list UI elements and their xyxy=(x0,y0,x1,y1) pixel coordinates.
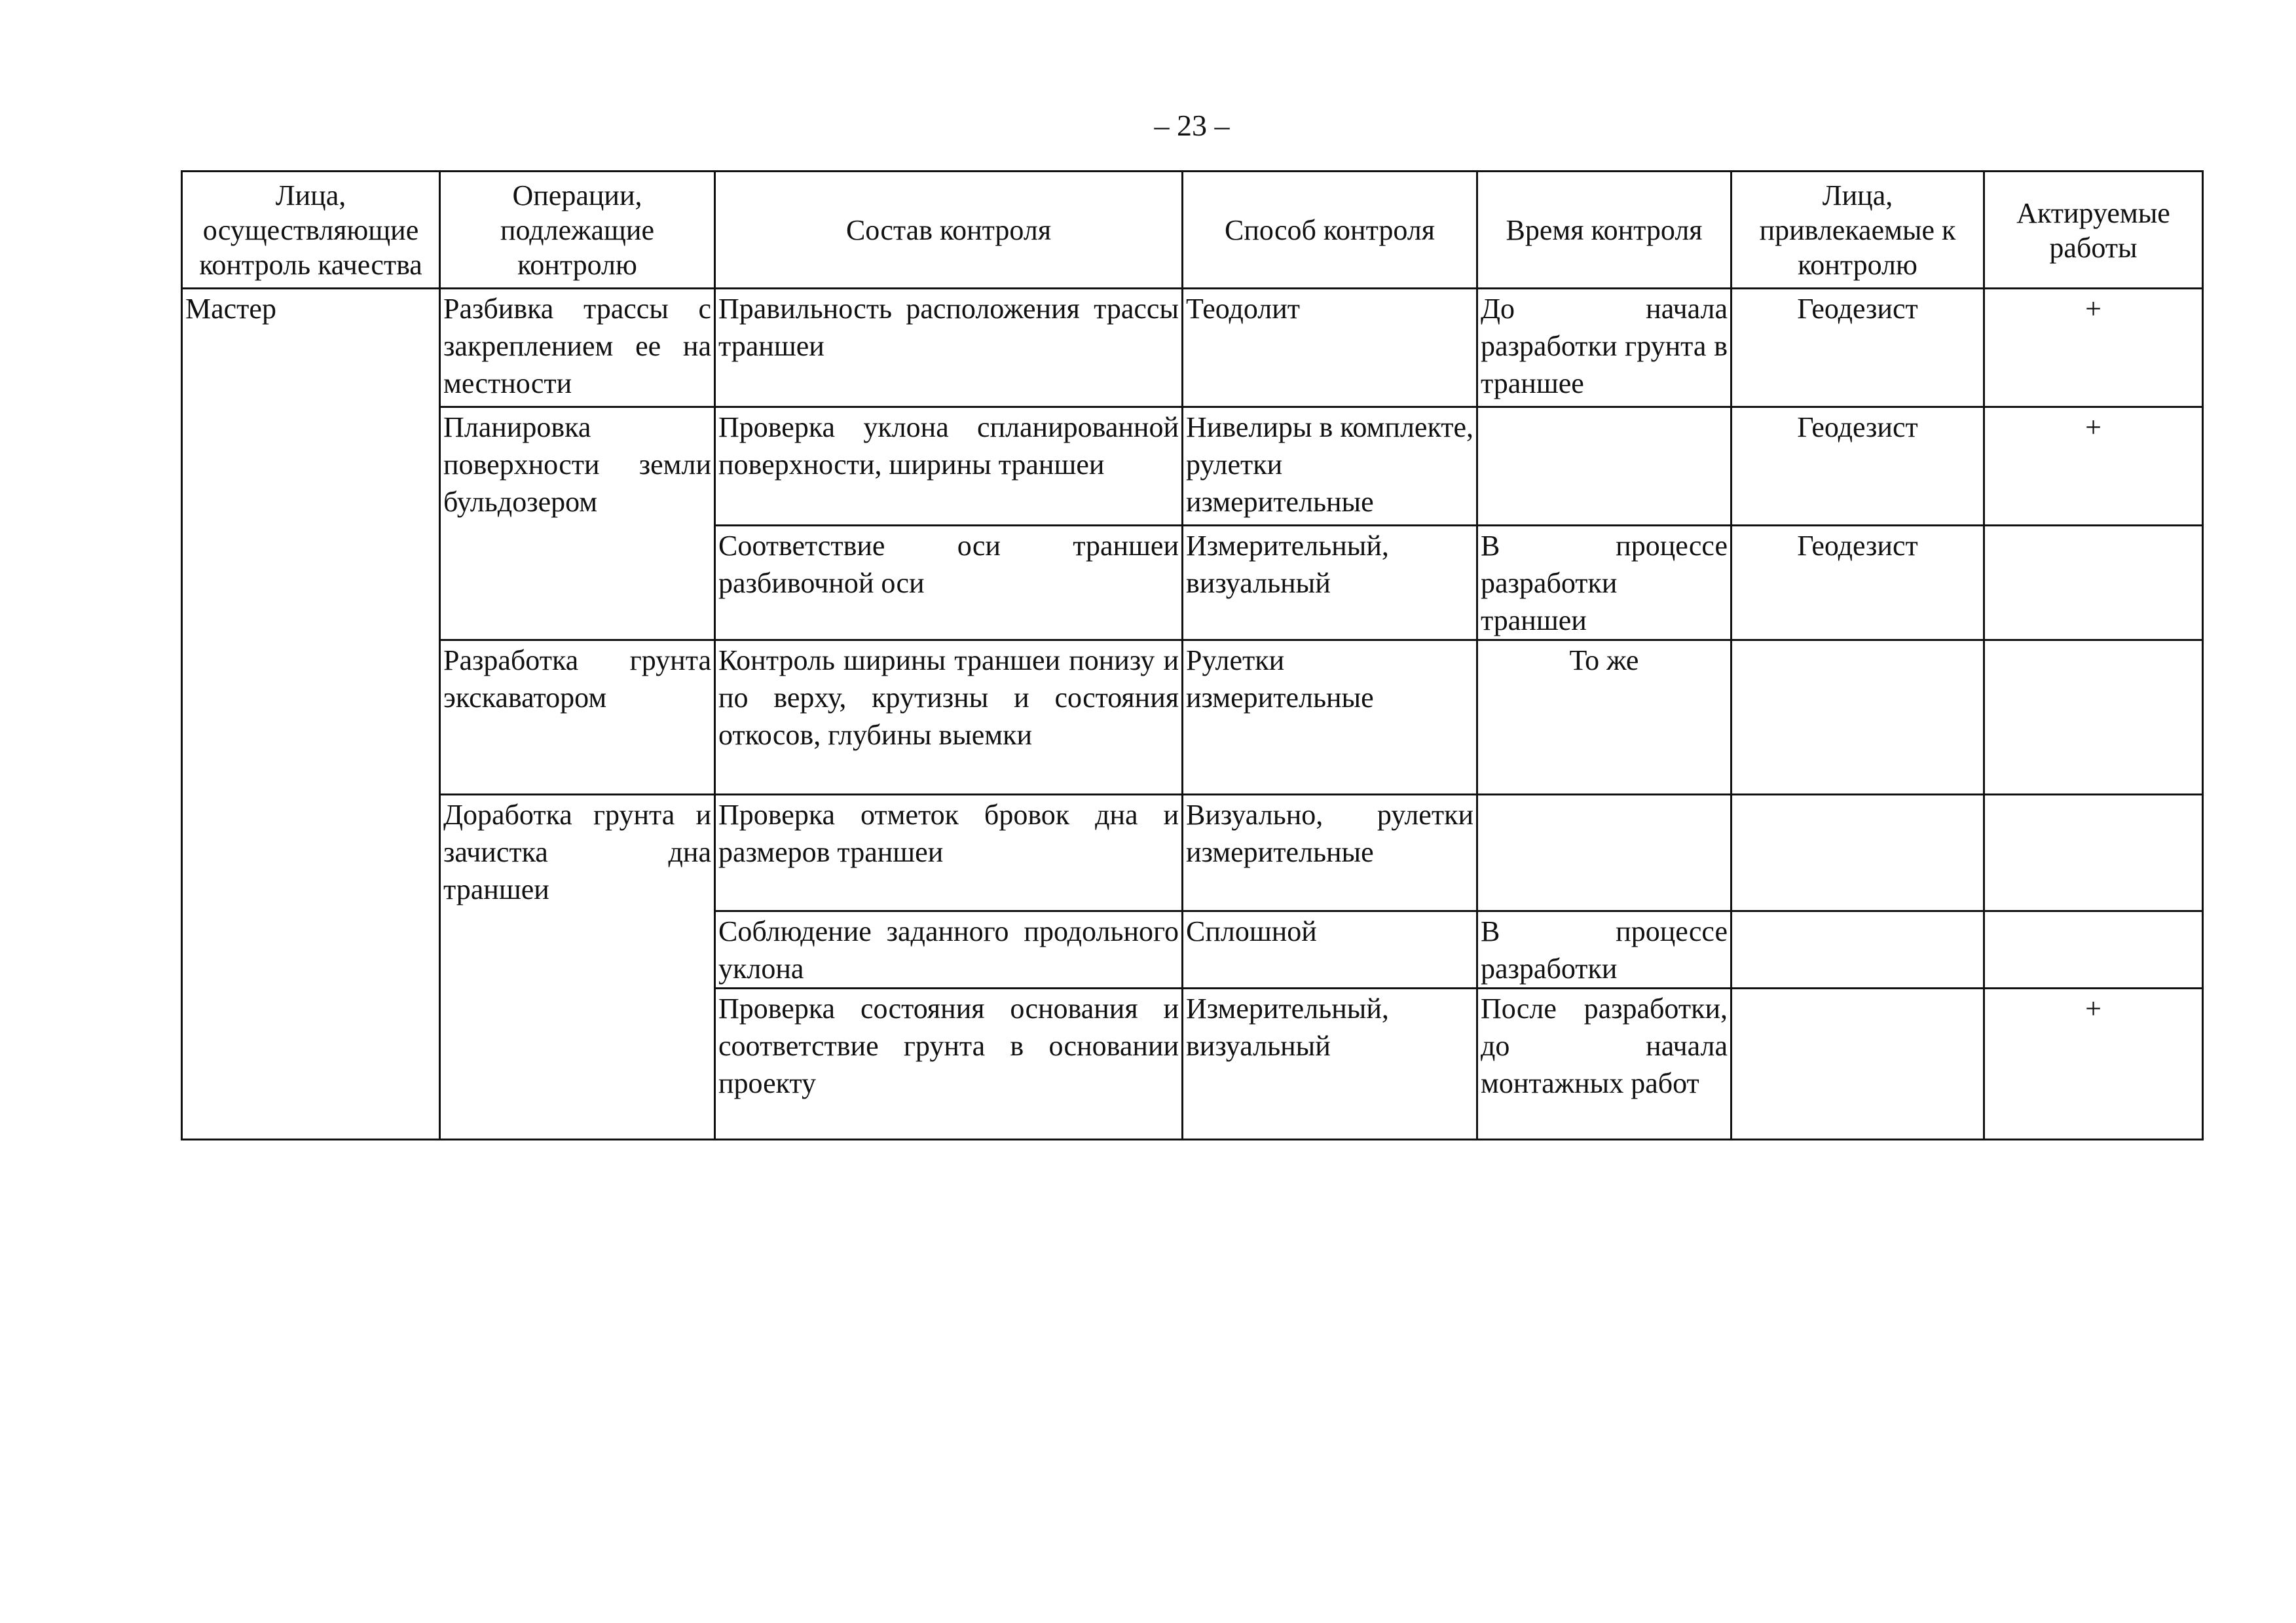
cell-operation: Разработка грунта экскаватором xyxy=(440,640,715,795)
cell-composition: Проверка отметок бровок дна и размеров траншеи xyxy=(715,795,1183,911)
cell-acted xyxy=(1984,911,2203,989)
cell-composition: Правильность расположения трассы траншеи xyxy=(715,289,1183,407)
cell-composition: Соответствие оси траншеи разбивочной оси xyxy=(715,526,1183,640)
table-row xyxy=(182,407,2203,526)
cell-acted: + xyxy=(1984,989,2203,1140)
cell-method: Теодолит xyxy=(1183,289,1477,407)
cell-acted: + xyxy=(1984,407,2203,526)
cell-persons xyxy=(1731,989,1984,1140)
cell-method: Рулетки измерительные xyxy=(1183,640,1477,795)
cell-method: Измерительный, визуальный xyxy=(1183,989,1477,1140)
cell-method: Сплошной xyxy=(1183,911,1477,989)
header-control-composition: Состав контроля xyxy=(715,172,1183,289)
cell-acted xyxy=(1984,640,2203,795)
cell-persons: Геодезист xyxy=(1731,289,1984,407)
cell-composition: Контроль ширины траншеи понизу и по верху, крутизны и состояния откосов, глубины выемки xyxy=(715,640,1183,795)
header-operations: Операции, подлежащие контролю xyxy=(440,172,715,289)
header-responsible-persons: Лица, осуществляющие контроль качества xyxy=(182,172,440,289)
cell-composition: Проверка уклона спланированной поверхности, ширины траншеи xyxy=(715,407,1183,526)
cell-persons xyxy=(1731,911,1984,989)
cell-operation: Разбивка трассы с закреплением ее на местности xyxy=(440,289,715,407)
cell-composition: Проверка состояния основания и соответствие грунта в основании проекту xyxy=(715,989,1183,1140)
table-row xyxy=(182,289,2203,407)
cell-persons xyxy=(1731,640,1984,795)
cell-operation: Доработка грунта и зачистка дна траншеи xyxy=(440,795,715,1140)
quality-control-table xyxy=(181,170,2204,1140)
cell-persons xyxy=(1731,795,1984,911)
table-row xyxy=(182,640,2203,795)
cell-time: В процессе разработки xyxy=(1477,911,1731,989)
cell-time: В процессе разработки траншеи xyxy=(1477,526,1731,640)
cell-method: Визуально, рулетки измерительные xyxy=(1183,795,1477,911)
cell-method: Нивелиры в комплекте, рулетки измерительные xyxy=(1183,407,1477,526)
cell-time: До начала разработки грунта в траншее xyxy=(1477,289,1731,407)
cell-acted: + xyxy=(1984,289,2203,407)
header-control-time: Время контроля xyxy=(1477,172,1731,289)
cell-time xyxy=(1477,795,1731,911)
cell-acted xyxy=(1984,795,2203,911)
cell-persons: Геодезист xyxy=(1731,526,1984,640)
table-header-row xyxy=(182,172,2203,289)
cell-master: Мастер xyxy=(182,289,440,1140)
cell-acted xyxy=(1984,526,2203,640)
table-row xyxy=(182,795,2203,911)
header-acted-works: Актируемые работы xyxy=(1984,172,2203,289)
cell-persons: Геодезист xyxy=(1731,407,1984,526)
header-control-method: Способ контроля xyxy=(1183,172,1477,289)
header-involved-persons: Лица, привлекаемые к контролю xyxy=(1731,172,1984,289)
page-number: – 23 – xyxy=(1154,109,1230,142)
cell-method: Измерительный, визуальный xyxy=(1183,526,1477,640)
cell-time: После разработки, до начала монтажных работ xyxy=(1477,989,1731,1140)
cell-composition: Соблюдение заданного продольного уклона xyxy=(715,911,1183,989)
cell-time: То же xyxy=(1477,640,1731,795)
cell-time xyxy=(1477,407,1731,526)
cell-operation: Планировка поверхности земли бульдозером xyxy=(440,407,715,640)
